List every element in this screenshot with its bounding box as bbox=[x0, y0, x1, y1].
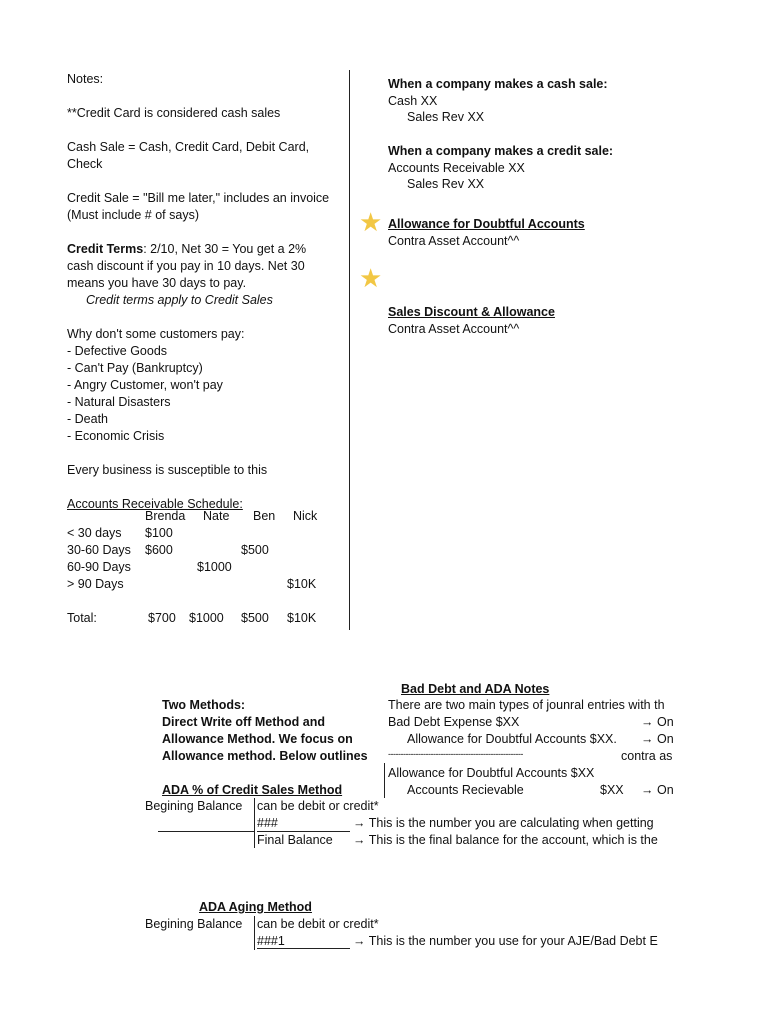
beginning-balance-label: Begining Balance bbox=[145, 799, 243, 813]
cash-sale-title: When a company makes a cash sale: bbox=[388, 77, 608, 91]
table-cell bbox=[287, 525, 327, 542]
table-header: Ben bbox=[253, 509, 276, 523]
table-cell: $1000 bbox=[197, 560, 232, 574]
star-icon: ★ bbox=[359, 263, 383, 293]
reason-item: - Economic Crisis bbox=[67, 429, 165, 443]
hash-value: ### bbox=[257, 816, 278, 830]
table-header: Nick bbox=[293, 509, 318, 523]
pct-method-title: ADA % of Credit Sales Method bbox=[162, 783, 343, 797]
cash-sale-line: Cash Sale = Cash, Credit Card, Debit Card, bbox=[67, 140, 310, 154]
credit-terms-text: cash discount if you pay in 10 days. Net 30 bbox=[67, 259, 305, 273]
arrow-note: → On bbox=[641, 715, 674, 729]
t-account-line bbox=[384, 763, 385, 798]
table-cell: Total: bbox=[67, 611, 97, 625]
reason-item: - Can't Pay (Bankruptcy) bbox=[67, 361, 203, 375]
t-account-line bbox=[158, 831, 254, 832]
credit-terms-label: Credit Terms bbox=[67, 242, 144, 256]
table-cell: $100 bbox=[145, 526, 173, 540]
table-cell bbox=[189, 593, 241, 610]
table-header: Nate bbox=[203, 509, 230, 523]
ar-schedule-title: Accounts Receivable Schedule: bbox=[67, 497, 243, 511]
table-row bbox=[67, 525, 327, 542]
table-cell bbox=[287, 593, 327, 610]
table-cell: $500 bbox=[241, 543, 269, 557]
table-cell: $10K bbox=[287, 611, 317, 625]
table-total-row bbox=[67, 610, 327, 627]
table-cell bbox=[67, 593, 145, 610]
bad-debt-expense-line: Bad Debt Expense $XX bbox=[388, 715, 520, 729]
table-cell bbox=[145, 593, 189, 610]
journal-intro: There are two main types of jounral entries with th bbox=[388, 698, 665, 712]
journal-credit: Sales Rev XX bbox=[407, 177, 485, 191]
credit-sale-definition bbox=[67, 190, 347, 224]
table-cell bbox=[241, 559, 287, 576]
sda-subtitle: Contra Asset Account^^ bbox=[388, 322, 520, 336]
star-icon: ★ bbox=[359, 207, 383, 237]
contra-note: contra as bbox=[621, 749, 673, 763]
table-cell: $600 bbox=[145, 543, 173, 557]
t-account-line bbox=[254, 916, 255, 950]
table-cell: $10K bbox=[287, 577, 317, 591]
table-header-row bbox=[67, 508, 327, 525]
table-cell bbox=[145, 576, 189, 593]
ada-title: Allowance for Doubtful Accounts bbox=[388, 217, 585, 231]
table-cell bbox=[189, 576, 241, 593]
table-cell bbox=[241, 576, 287, 593]
reason-item: - Death bbox=[67, 412, 108, 426]
ar-schedule-table bbox=[67, 508, 327, 627]
table-cell: $500 bbox=[241, 611, 269, 625]
journal-credit: Sales Rev XX bbox=[407, 110, 485, 124]
table-row bbox=[67, 559, 327, 576]
table-cell bbox=[145, 559, 189, 576]
two-methods-line: Allowance Method. We focus on bbox=[162, 732, 353, 746]
journal-debit: Accounts Receivable XX bbox=[388, 161, 525, 175]
debit-or-credit-note: can be debit or credit* bbox=[257, 917, 379, 931]
column-divider bbox=[349, 70, 350, 630]
table-header: Brenda bbox=[145, 509, 186, 523]
hash1-value: ###1 bbox=[257, 934, 285, 948]
table-cell: > 90 Days bbox=[67, 577, 124, 591]
hash-note: → This is the number you are calculating when getting bbox=[353, 816, 654, 830]
hash1-note: → This is the number you use for your AJE/Bad Debt E bbox=[353, 934, 658, 948]
notes-title: Notes: bbox=[67, 72, 104, 86]
dash-separator: ------------------------------------------------------ bbox=[388, 749, 523, 759]
table-cell: 60-90 Days bbox=[67, 560, 131, 574]
ar-credit-label: Accounts Recievable bbox=[407, 783, 524, 797]
table-header bbox=[67, 508, 145, 525]
reason-item: - Defective Goods bbox=[67, 344, 168, 358]
arrow-note: → On bbox=[641, 732, 674, 746]
reason-item: - Angry Customer, won't pay bbox=[67, 378, 223, 392]
table-cell bbox=[189, 525, 241, 542]
table-cell bbox=[241, 525, 287, 542]
ada-subtitle: Contra Asset Account^^ bbox=[388, 234, 520, 248]
table-cell: $1000 bbox=[189, 611, 224, 625]
two-methods-line: Direct Write off Method and bbox=[162, 715, 325, 729]
debit-or-credit-note: can be debit or credit* bbox=[257, 799, 379, 813]
notes-column bbox=[67, 71, 347, 513]
credit-sale-line: Credit Sale = "Bill me later," includes an invoice bbox=[67, 191, 330, 205]
two-methods-line: Allowance method. Below outlines bbox=[162, 749, 368, 763]
credit-terms-text: means you have 30 days to pay. bbox=[67, 276, 247, 290]
table-row bbox=[67, 593, 327, 610]
ada-debit-line: Allowance for Doubtful Accounts $XX bbox=[388, 766, 595, 780]
arrow-note: → On bbox=[641, 783, 674, 797]
credit-sale-line: (Must include # of says) bbox=[67, 208, 199, 222]
two-methods-line: Two Methods: bbox=[162, 698, 246, 712]
final-balance-label: Final Balance bbox=[257, 833, 333, 847]
reason-item: - Natural Disasters bbox=[67, 395, 171, 409]
susceptible-note: Every business is susceptible to this bbox=[67, 463, 268, 477]
aging-method-title: ADA Aging Method bbox=[199, 900, 312, 914]
credit-card-note: **Credit Card is considered cash sales bbox=[67, 106, 281, 120]
credit-sale-title: When a company makes a credit sale: bbox=[388, 144, 614, 158]
sda-title: Sales Discount & Allowance bbox=[388, 305, 555, 319]
cash-sale-line: Check bbox=[67, 157, 103, 171]
table-cell bbox=[189, 542, 241, 559]
journal-debit: Cash XX bbox=[388, 94, 438, 108]
credit-terms-note: Credit terms apply to Credit Sales bbox=[86, 293, 273, 307]
t-account-line bbox=[254, 798, 255, 848]
table-row bbox=[67, 576, 327, 593]
credit-terms-text: : 2/10, Net 30 = You get a 2% bbox=[143, 242, 307, 256]
table-cell: < 30 days bbox=[67, 526, 122, 540]
t-account-line bbox=[257, 948, 350, 949]
table-cell: $700 bbox=[148, 611, 176, 625]
bad-debt-title: Bad Debt and ADA Notes bbox=[401, 682, 550, 696]
table-cell bbox=[241, 593, 287, 610]
table-cell: 30-60 Days bbox=[67, 543, 131, 557]
table-row bbox=[67, 542, 327, 559]
ada-credit-line: Allowance for Doubtful Accounts $XX. bbox=[407, 732, 617, 746]
why-title: Why don't some customers pay: bbox=[67, 327, 245, 341]
table-cell bbox=[287, 542, 327, 559]
table-cell bbox=[287, 559, 327, 576]
beginning-balance-label: Begining Balance bbox=[145, 917, 243, 931]
cash-sale-definition bbox=[67, 139, 347, 173]
final-note: → This is the final balance for the account, which is the bbox=[353, 833, 658, 847]
why-customers-dont-pay bbox=[67, 326, 347, 445]
ar-credit-amount: $XX bbox=[600, 783, 624, 797]
credit-terms bbox=[67, 241, 347, 309]
